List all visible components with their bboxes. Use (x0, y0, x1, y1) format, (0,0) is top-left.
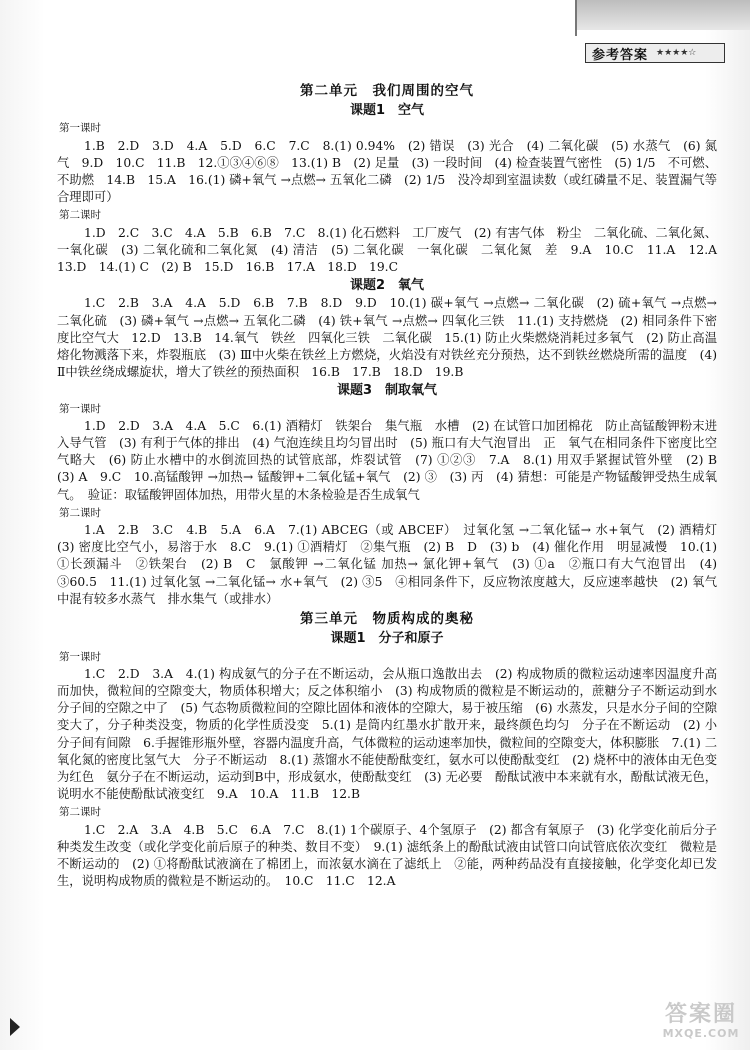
lesson-title: 课题1 空气 (349, 103, 425, 119)
answer-paragraph: 1.C 2.A 3.A 4.B 5.C 6.A 7.C 8.(1) 1个碳原子、4个氢原子 (2) 都含有氧原子 (3) 化学变化前后分子种类发生改变（或化学变化前后原子的种类、数目不变） 9.(1) 滤纸条上的酚酞试液由试管口向试管底依次变红 微粒是不断运动的 (2) ①将酚酞试液滴在了棉团上，而浓氨水滴在了滤纸上 ②能，两种药品没有直接接触，化学变化却已发生，说明构成物质的微粒是不断运动的。 10.C 11.C 12.A (57, 822, 717, 889)
section-label: 第二课时 (59, 209, 101, 222)
answer-paragraph: 1.C 2.B 3.A 4.A 5.D 6.B 7.B 8.D 9.D 10.(1) 碳+氧气 →点燃→ 二氧化碳 (2) 硫+氧气 →点燃→ 二氧化硫 (3) 磷+氧气 →点燃→ 五氧化二磷 (4) 铁+氧气 →点燃→ 四氧化三铁 11.(1) 支持燃烧 (2) 相同条件下密度比空气大 12.D 13.B 14.氧气 铁丝 四氧化三铁 二氧化碳 15.(1) 防止火柴燃烧消耗过多氧气 (2) 防止高温熔化物溅落下来，炸裂瓶底 (3) Ⅲ中火柴在铁丝上方燃烧，火焰没有对铁丝充分预热，达不到铁丝燃烧所需的温度 (4) Ⅱ中铁丝绕成螺旋状，增大了铁丝的预热面积 16.B 17.B 18.D 19.B (57, 296, 717, 380)
watermark-logo-text: 答案圈 (664, 1002, 737, 1027)
unit-title: 第三单元 物质构成的奥秘 (300, 611, 474, 628)
page-corner-arrow-icon (10, 1018, 20, 1036)
stars-rating-icon: ★★★★☆ (656, 48, 697, 58)
section-label: 第二课时 (59, 806, 101, 819)
lesson-title: 课题2 氧气 (349, 278, 425, 294)
reference-answer-tab (585, 43, 725, 63)
answer-paragraph: 1.D 2.D 3.A 4.A 5.C 6.(1) 酒精灯 铁架台 集气瓶 水槽 (2) 在试管口加团棉花 防止高锰酸钾粉末进入导气管 (3) 有利于气体的排出 (4) 气泡连续且均匀冒出时 (5) 瓶口有大气泡冒出 正 氧气在相同条件下密度比空气略大 (6) 防止水槽中的水倒流回热的试管底部，炸裂试管 (7) ①②③ 7.A 8.(1) 用双手紧握试管外壁 (2) B (3) A 9.C 10.高锰酸钾 →加热→ 锰酸钾+二氧化锰+氧气 (2) ③ (3) 丙 (4) 猜想：可能是产物锰酸钾受热生成氧气。 验证：取锰酸钾固体加热，用带火星的木条检验是否生成氧气 (57, 418, 730, 502)
section-label: 第一课时 (59, 402, 101, 415)
answer-paragraph: 1.A 2.B 3.C 4.B 5.A 6.A 7.(1) ABCEG（或 ABCEF） 过氧化氢 →二氧化锰→ 水+氧气 (2) 酒精灯 (3) 密度比空气小，易溶于水 8.C 9.(1) ①酒精灯 ②集气瓶 (2) B D (3) b (4) 催化作用 明显减慢 10.(1) ①长颈漏斗 ②铁架台 (2) B C 氯酸钾 →二氧化锰 加热→ 氯化钾+氧气 (3) ①a ②瓶口有大气泡冒出 (4) ③60.5 11.(1) 过氧化氢 →二氧化锰→ 水+氧气 (2) ③5 ④相同条件下，反应物浓度越大，反应速率越快 (2) 氧气中混有较多水蒸气 排水集气（或排水） (57, 523, 730, 606)
watermark-url: MXQE.COM (662, 1027, 740, 1040)
section-label: 第二课时 (59, 506, 101, 519)
answer-paragraph: 1.B 2.D 3.D 4.A 5.D 6.C 7.C 8.(1) 0.94% (2) 错误 (3) 光合 (4) 二氧化碳 (5) 水蒸气 (6) 氮气 9.D 10.C 11.B 12.①③④⑥⑧ 13.(1) B (2) 足量 (3) 一段时间 (4) 检查装置气密性 (5) 1/5 不可燃、不助燃 14.B 15.A 16.(1) 磷+氧气 →点燃→ 五氧化二磷 (2) 1/5 没冷却到室温读数（或红磷量不足、装置漏气等合理即可） (57, 138, 717, 205)
site-watermark (655, 1003, 747, 1047)
lesson-title: 课题3 制取氧气 (336, 383, 438, 399)
answer-content (57, 80, 730, 890)
top-edge-line (575, 0, 577, 36)
top-edge-strip (575, 0, 750, 30)
tab-label: 参考答案 (592, 47, 649, 63)
answer-paragraph: 1.D 2.C 3.C 4.A 5.B 6.B 7.C 8.(1) 化石燃料 工厂废气 (2) 有害气体 粉尘 二氧化硫、二氧化氮、一氧化碳 (3) 二氧化硫和二氧化氮 (4) 清洁 (5) 二氧化碳 一氧化碳 二氧化氮 差 9.A 10.C 11.A 12.A 13.D 14.(1) C (2) B 15.D 16.B 17.A 18.D 19.C (57, 225, 730, 275)
unit-title: 第二单元 我们周围的空气 (300, 83, 474, 99)
section-label: 第一课时 (59, 122, 101, 135)
answer-paragraph: 1.C 2.D 3.A 4.(1) 构成氨气的分子在不断运动，会从瓶口逸散出去 (2) 构成物质的微粒运动速率因温度升高而加快，微粒间的空隙变大，物质体积增大；反之体积缩小 (3) 构成物质的微粒是不断运动的，蔗糖分子不断运动到水分子间的空隙之中了 (5) 气态物质微粒间的空隙比固体和液体的空隙大，易于被压缩 (6) 水蒸发，只是水分子间的空隙变大了，分子种类没变，物质的化学性质没变 5.(1) 是筒内红墨水扩散开来，最终颜色均匀 分子在不断运动 (2) 小 分子间有间隙 6.手握锥形瓶外壁，容器内温度升高，气体微粒的运动速率加快，微粒间的空隙变大，体积膨胀 7.(1) 二氧化氮的密度比氢气大 分子不断运动 8.(1) 蒸馏水不能使酚酞变红，氨水可以使酚酞变红 (2) 烧杯中的液体由无色变为红色 氨分子在不断运动，运动到B中，形成氨水，使酚酞变红 (3) 无必要 酚酞试液中本来就有水，酚酞试液无色，说明水不能使酚酞试液变红 9.A 10.A 11.B 12.B (57, 666, 730, 802)
lesson-title: 课题1 分子和原子 (330, 631, 444, 647)
section-label: 第一课时 (59, 650, 101, 663)
